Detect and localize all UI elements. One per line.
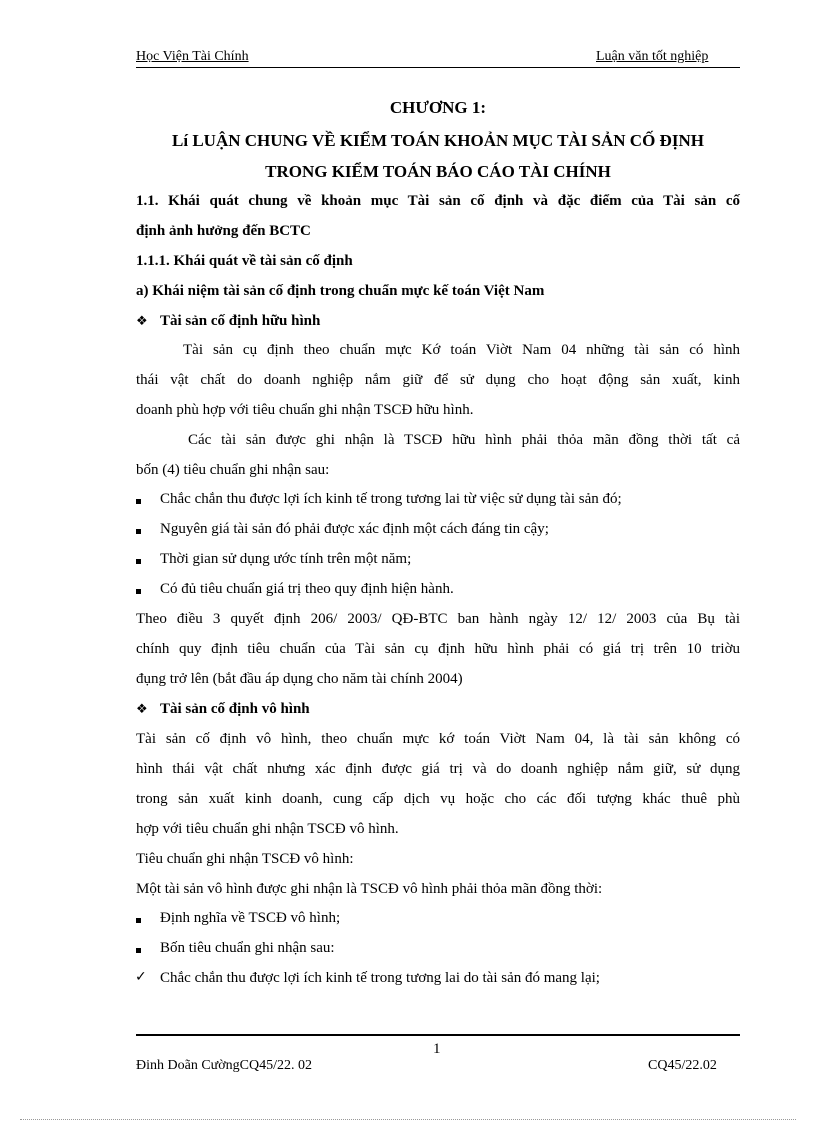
- diamond-bullet-icon: ❖: [136, 314, 148, 329]
- square-bullet-icon: [136, 499, 141, 504]
- square-bullet-icon: [136, 948, 141, 953]
- intangible-para1-line1: Tài sản cố định vô hình, theo chuẩn mực kớ toán Viờt Nam 04, là tài sản không có: [136, 731, 740, 747]
- intangible-recognition-line: Một tài sản vô hình được ghi nhận là TSCĐ vô hình phải thỏa mãn đồng thời:: [136, 881, 603, 897]
- intangible-bullet-2: Bốn tiêu chuẩn ghi nhận sau:: [160, 940, 335, 956]
- header-rule: [136, 67, 740, 68]
- tangible-para3-line2: chính quy định tiêu chuẩn của Tài sản cụ định hữu hình phải có giá trị trên 10 triờu: [136, 641, 740, 657]
- tangible-para1-line3: doanh phù hợp với tiêu chuẩn ghi nhận TSCĐ hữu hình.: [136, 402, 474, 418]
- check-icon: ✓: [135, 969, 147, 985]
- tangible-para1-line1: Tài sản cụ định theo chuẩn mực Kớ toán Viờt Nam 04 những tài sản có hình: [183, 342, 740, 358]
- square-bullet-icon: [136, 589, 141, 594]
- section-1-1-line2: định ảnh hưởng đến BCTC: [136, 223, 311, 239]
- tangible-criterion-3: Thời gian sử dụng ước tính trên một năm;: [160, 551, 412, 567]
- tangible-para1-line2: thái vật chất do doanh nghiệp nắm giữ để sử dụng cho hoạt động sản xuất, kinh: [136, 372, 740, 388]
- intangible-heading: Tài sản cố định vô hình: [160, 701, 310, 717]
- footer-right: CQ45/22.02: [648, 1058, 717, 1073]
- footer-left: Đinh Doãn CườngCQ45/22. 02: [136, 1058, 312, 1073]
- chapter-subtitle-line2: TRONG KIỂM TOÁN BÁO CÁO TÀI CHÍNH: [265, 162, 611, 181]
- page-number: 1: [433, 1041, 441, 1057]
- diamond-bullet-icon: ❖: [136, 702, 148, 717]
- tangible-para2-line1: Các tài sản được ghi nhận là TSCĐ hữu hình phải thỏa mãn đồng thời tất cả: [188, 432, 740, 448]
- intangible-para1-line2: hình thái vật chất nhưng xác định được giá trị và do doanh nghiệp nắm giữ, sử dụng: [136, 761, 740, 777]
- chapter-title: CHƯƠNG 1:: [389, 98, 487, 117]
- intangible-bullet-1: Định nghĩa về TSCĐ vô hình;: [160, 910, 341, 926]
- header-left: Học Viện Tài Chính: [136, 49, 249, 64]
- subsection-a-heading: a) Khái niệm tài sản cố định trong chuẩn mực kế toán Việt Nam: [136, 283, 545, 299]
- tangible-para2-line2: bốn (4) tiêu chuẩn ghi nhận sau:: [136, 462, 330, 478]
- tangible-para3-line1: Theo điều 3 quyết định 206/ 2003/ QĐ-BTC ban hành ngày 12/ 12/ 2003 của Bụ tài: [136, 611, 740, 627]
- tangible-para3-line3: đụng trở lên (bắt đầu áp dụng cho năm tài chính 2004): [136, 671, 463, 687]
- footer-rule: [136, 1034, 740, 1036]
- square-bullet-icon: [136, 529, 141, 534]
- intangible-para1-line4: hợp với tiêu chuẩn ghi nhận TSCĐ vô hình.: [136, 821, 399, 837]
- intangible-para1-line3: trong sản xuất kinh doanh, cung cấp dịch vụ hoặc cho các đối tượng khác thuê phù: [136, 791, 740, 807]
- square-bullet-icon: [136, 918, 141, 923]
- intangible-criteria-intro: Tiêu chuẩn ghi nhận TSCĐ vô hình:: [136, 851, 354, 867]
- chapter-subtitle-line1: Lí LUẬN CHUNG VỀ KIỂM TOÁN KHOẢN MỤC TÀI SẢN CỐ ĐỊNH: [172, 131, 704, 150]
- tangible-criterion-4: Có đủ tiêu chuẩn giá trị theo quy định hiện hành.: [160, 581, 454, 597]
- intangible-check-item: Chắc chắn thu được lợi ích kinh tế trong tương lai do tài sản đó mang lại;: [160, 970, 600, 986]
- section-1-1-1-heading: 1.1.1. Khái quát về tài sản cố định: [136, 253, 353, 269]
- tangible-heading: Tài sản cố định hữu hình: [160, 313, 321, 329]
- tangible-criterion-2: Nguyên giá tài sản đó phải được xác định một cách đáng tin cậy;: [160, 521, 549, 537]
- tangible-criterion-1: Chắc chắn thu được lợi ích kinh tế trong tương lai từ việc sử dụng tài sản đó;: [160, 491, 622, 507]
- square-bullet-icon: [136, 559, 141, 564]
- header-right: Luận văn tốt nghiệp: [596, 49, 709, 64]
- page-bottom-border: [20, 1119, 796, 1120]
- section-1-1-line1: 1.1. Khái quát chung về khoản mục Tài sản cố định và đặc điểm của Tài sản cố: [136, 193, 740, 209]
